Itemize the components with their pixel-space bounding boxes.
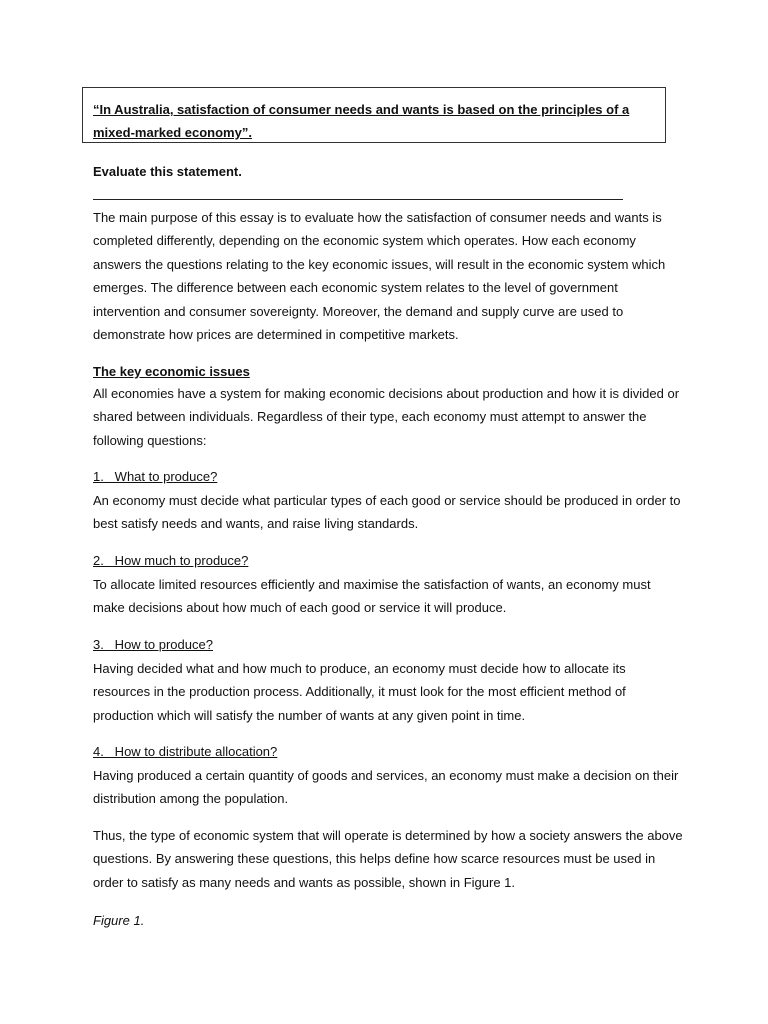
- question-2-body: To allocate limited resources efficiently and maximise the satisfaction of wants, an economy must make decisions about how much of each good or service it will produce.: [93, 577, 651, 616]
- question-3-body: Having decided what and how much to produce, an economy must decide how to allocate its resources in the production process. Additionally, it must look for the most efficient method of production which will satisfy the number of wants at any given point in time.: [93, 661, 626, 723]
- question-4-title: 4. How to distribute allocation?: [93, 744, 278, 759]
- essay-prompt-quote: “In Australia, satisfaction of consumer needs and wants is based on the principles of a mixed-marked economy”.: [93, 102, 630, 140]
- question-4-body: Having produced a certain quantity of goods and services, an economy must make a decision on their distribution among the population.: [93, 768, 679, 807]
- question-1-title: 1. What to produce?: [93, 469, 218, 484]
- conclusion-paragraph: Thus, the type of economic system that will operate is determined by how a society answers the above questions. By answering these questions, this helps define how scarce resources must be used in order to satisfy as many needs and wants as possible, shown in Figure 1.: [93, 828, 683, 890]
- separator-line: [93, 199, 623, 200]
- essay-instruction: Evaluate this statement.: [93, 164, 242, 179]
- question-1-body: An economy must decide what particular types of each good or service should be produced in order to best satisfy needs and wants, and raise living standards.: [93, 493, 681, 532]
- figure-caption: Figure 1.: [93, 913, 145, 928]
- question-3-title: 3. How to produce?: [93, 637, 213, 652]
- section-heading: The key economic issues: [93, 364, 250, 379]
- intro-paragraph: The main purpose of this essay is to evaluate how the satisfaction of consumer needs and wants is completed differently, depending on the economic system which operates. How each economy answers the questions relating to the key economic issues, will result in the economic system which emerges. The difference between each economic system relates to the level of government intervention and consumer sovereignty. Moreover, the demand and supply curve are used to demonstrate how prices are determined in competitive markets.: [93, 210, 666, 343]
- question-2-title: 2. How much to produce?: [93, 553, 249, 568]
- section-paragraph: All economies have a system for making economic decisions about production and how it is divided or shared between individuals. Regardless of their type, each economy must attempt to answer the following questions:: [93, 386, 680, 448]
